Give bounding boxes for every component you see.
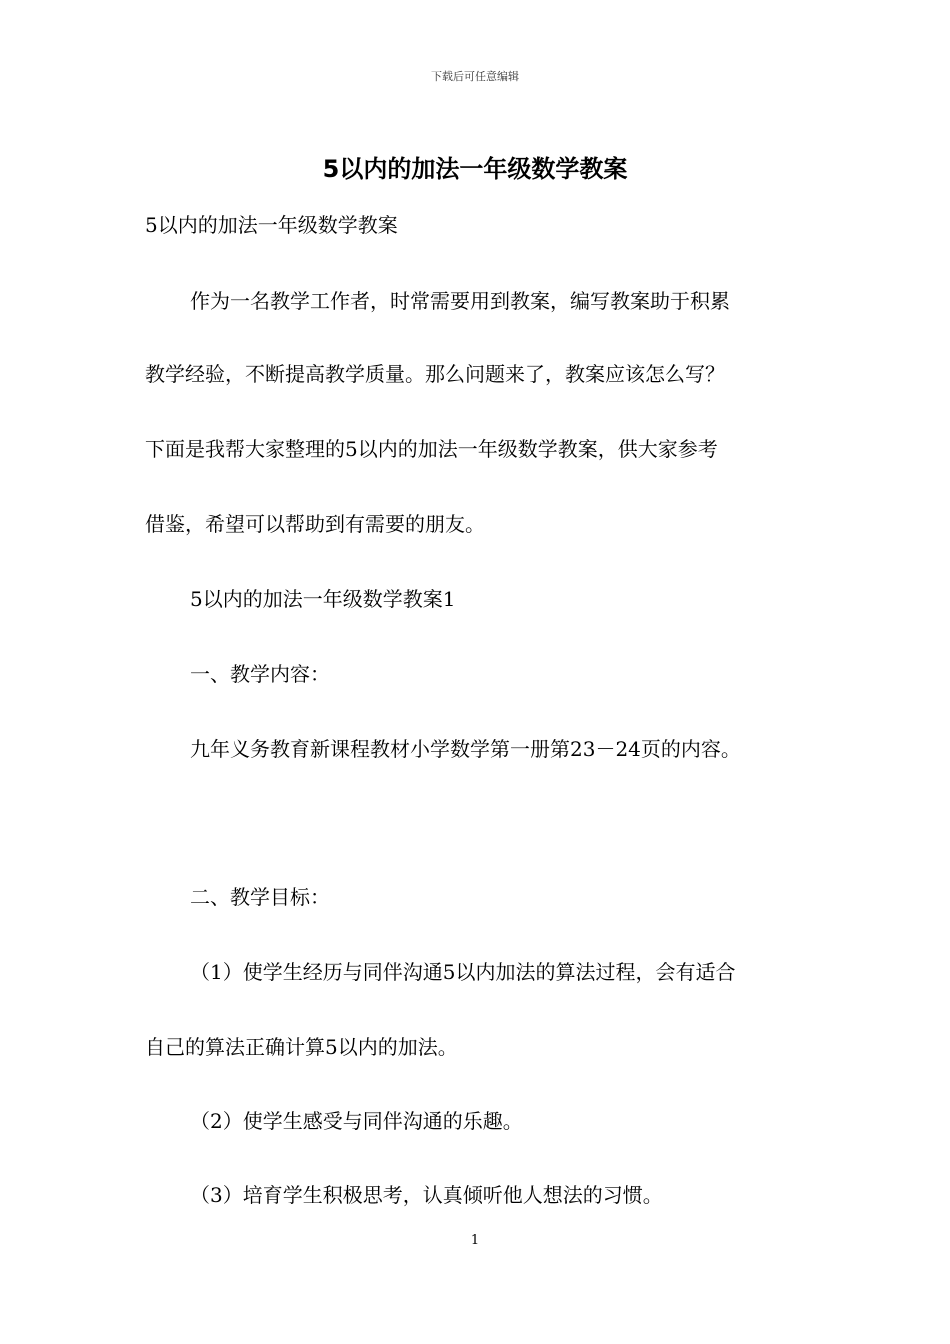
- goal-1-line-1: （1）使学生经历与同伴沟通5以内加法的算法过程，会有适合: [190, 960, 736, 984]
- intro-line-4: 借鉴，希望可以帮助到有需要的朋友。: [145, 512, 485, 536]
- section-heading: 5以内的加法一年级数学教案1: [190, 587, 456, 611]
- intro-line-1: 作为一名教学工作者，时常需要用到教案，编写教案助于积累: [190, 289, 730, 313]
- page-header-note: 下载后可任意编辑: [431, 70, 519, 83]
- intro-line-2: 教学经验，不断提高教学质量。那么问题来了，教案应该怎么写？: [145, 362, 725, 386]
- goal-2: （2）使学生感受与同伴沟通的乐趣。: [190, 1109, 523, 1133]
- content-text: 九年义务教育新课程教材小学数学第一册第23－24页的内容。: [190, 737, 741, 761]
- goal-1-line-2: 自己的算法正确计算5以内的加法。: [145, 1035, 458, 1059]
- document-subtitle: 5以内的加法一年级数学教案: [145, 213, 398, 237]
- goal-3: （3）培育学生积极思考，认真倾听他人想法的习惯。: [190, 1183, 663, 1207]
- page-number: 1: [470, 1233, 480, 1248]
- goals-heading: 二、教学目标：: [190, 885, 330, 909]
- content-heading: 一、教学内容：: [190, 662, 330, 686]
- document-title: 5以内的加法一年级数学教案: [322, 155, 628, 183]
- intro-line-3: 下面是我帮大家整理的5以内的加法一年级数学教案，供大家参考: [145, 437, 718, 461]
